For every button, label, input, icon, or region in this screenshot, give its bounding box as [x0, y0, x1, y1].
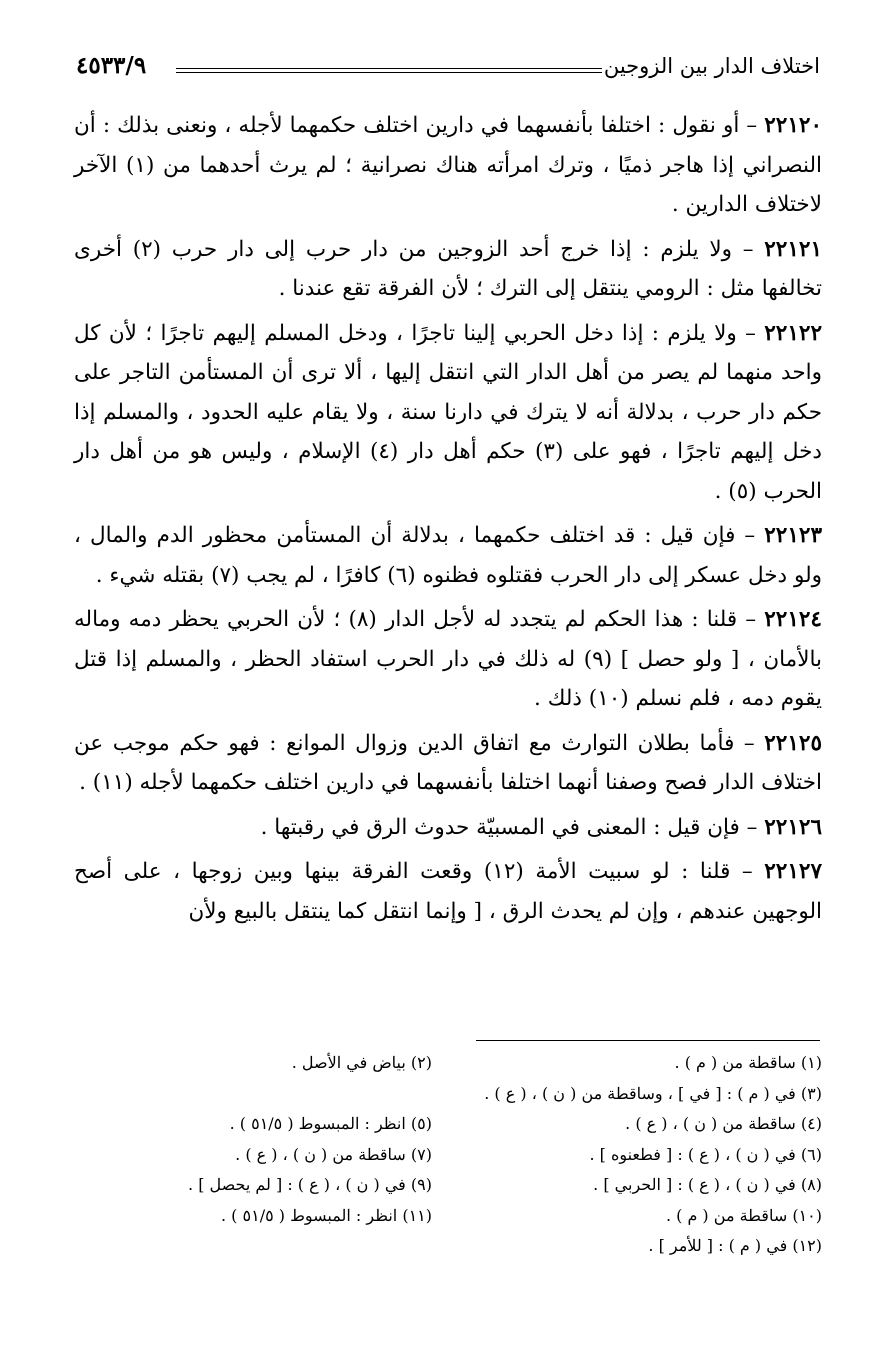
footnote: (١٠) ساقطة من ( م ) .	[665, 1205, 822, 1225]
paragraph-text: – فإن قيل : المعنى في المسبيّة حدوث الرق في رقبتها .	[260, 814, 765, 840]
footnote-row	[74, 1231, 822, 1262]
paragraph-number: ٢٢١٢٠	[764, 113, 822, 138]
page-header	[76, 52, 820, 88]
paragraph	[74, 314, 822, 512]
footnote: (٦) في ( ن ) ، ( ع ) : [ فطعنوه ] .	[589, 1144, 822, 1164]
paragraph	[74, 600, 822, 719]
paragraph-text: – فأما بطلان التوارث مع اتفاق الدين وزوال الموانع : فهو حكم موجب عن اختلاف الدار فصح وصفنا أنهما اختلفا بأنفسهما في دارين اختلف حكمهما لأجله (١١) .	[74, 730, 822, 795]
running-title: اختلاف الدار بين الزوجين	[603, 54, 820, 78]
footnote: (٨) في ( ن ) ، ( ع ) : [ الحربي ] .	[593, 1175, 822, 1194]
paragraph-number: ٢٢١٢٧	[764, 859, 822, 884]
paragraph	[74, 230, 822, 309]
footnote-row	[74, 1048, 822, 1079]
footnote-separator	[476, 1040, 820, 1041]
paragraph-text: – أو نقول : اختلفا بأنفسهما في دارين اختلف حكمهما لأجله ، ونعنى بذلك : أن النصراني إذا هاجر ذميًا ، وترك امرأته هناك نصرانية ؛ لم يرث أحدهما من (١) الآخر لاختلاف الدارين .	[74, 113, 822, 217]
paragraph-text: – ولا يلزم : إذا خرج أحد الزوجين من دار حرب إلى دار حرب (٢) أخرى تخالفها مثل : الرومي ينتقل إلى الترك ؛ لأن الفرقة تقع عندنا .	[74, 236, 822, 301]
paragraph-text: – ولا يلزم : إذا دخل الحربي إلينا تاجرًا ، ودخل المسلم إليهم تاجرًا ؛ لأن كل واحد منهما لم يصر من أهل الدار التي انتقل إليها ، ألا ترى أن المستأمن التاجر على حكم دار حرب ، بدلالة أنه لا يترك في دارنا سنة ، ولا يقام عليه الحدود ، والمسلم إذا دخل إليهم تاجرًا ، فهو على (٣) حكم أهل دار (٤) الإسلام ، وليس هو من أهل دار الحرب (٥) .	[74, 320, 823, 504]
paragraph	[74, 852, 822, 931]
footnote-row	[74, 1079, 822, 1110]
footnote: (١١) انظر : المبسوط ( ٥١/٥ ) .	[221, 1205, 432, 1225]
paragraph-number: ٢٢١٢٣	[764, 523, 822, 548]
footnote-row	[74, 1201, 822, 1232]
paragraph	[74, 106, 822, 225]
paragraph-number: ٢٢١٢٢	[764, 320, 822, 346]
footnote-row	[74, 1140, 822, 1171]
page-number: ٤٥٣٣/٩	[76, 52, 147, 79]
footnote: (٧) ساقطة من ( ن ) ، ( ع ) .	[235, 1144, 432, 1164]
footnote: (٣) في ( م ) : [ في ] ، وساقطة من ( ن ) ، ( ع ) .	[484, 1083, 822, 1103]
paragraph	[74, 516, 822, 595]
main-text	[74, 106, 822, 936]
footnote: (٤) ساقطة من ( ن ) ، ( ع ) .	[625, 1114, 822, 1133]
paragraph-number: ٢٢١٢٥	[764, 730, 822, 756]
paragraph-text: – قلنا : لو سبيت الأمة (١٢) وقعت الفرقة بينها وبين زوجها ، على أصح الوجهين عندهم ، وإن لم يحدث الرق ، [ وإنما انتقل كما ينتقل بالبيع ولأن	[74, 859, 822, 924]
footnote: (٥) انظر : المبسوط ( ٥١/٥ ) .	[229, 1114, 432, 1133]
footnote: (١) ساقطة من ( م ) .	[674, 1053, 822, 1072]
footnote: (٩) في ( ن ) ، ( ع ) : [ لم يحصل ] .	[188, 1175, 432, 1194]
paragraph-text: – فإن قيل : قد اختلف حكمهما ، بدلالة أن المستأمن محظور الدم والمال ، ولو دخل عسكر إلى دار الحرب فقتلوه فظنوه (٦) كافرًا ، لم يجب (٧) بقتله شيء .	[74, 523, 822, 588]
paragraph-text: – قلنا : هذا الحكم لم يتجدد له لأجل الدار (٨) ؛ لأن الحربي يحظر دمه وماله بالأمان ، [ ولو حصل ] (٩) له ذلك في دار الحرب استفاد الحظر ، والمسلم إذا قتل يقوم دمه ، فلم نسلم (١٠) ذلك .	[74, 607, 822, 711]
footnote: (٢) بياض في الأصل .	[291, 1053, 432, 1072]
paragraph	[74, 808, 822, 848]
paragraph-number: ٢٢١٢٤	[764, 607, 822, 632]
footnote-row	[74, 1170, 822, 1201]
paragraph-number: ٢٢١٢١	[764, 236, 822, 262]
footnotes	[74, 1048, 822, 1262]
paragraph-number: ٢٢١٢٦	[764, 814, 822, 840]
footnote: (١٢) في ( م ) : [ للأمر ] .	[648, 1236, 822, 1255]
paragraph	[74, 724, 822, 803]
footnote-row	[74, 1109, 822, 1140]
header-rule	[176, 68, 602, 73]
